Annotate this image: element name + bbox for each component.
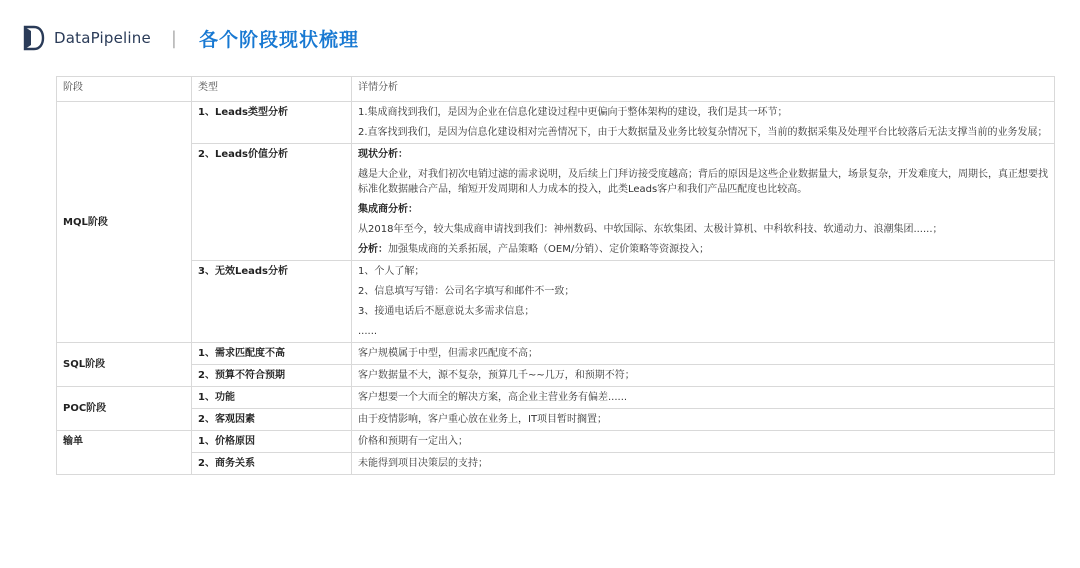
stage-sql: SQL阶段 [57, 343, 192, 387]
datapipeline-logo-icon [22, 25, 46, 51]
detail-cell [352, 102, 1055, 144]
detail-line: ...... [358, 326, 378, 337]
table-row [57, 409, 1055, 431]
table-row [57, 261, 1055, 343]
type-cell: 2、商务关系 [192, 453, 352, 475]
column-header-type: 类型 [192, 77, 352, 102]
detail-line: 从2018年至今，较大集成商申请找到我们：神州数码、中软国际、东软集团、太极计算机、中科软科技、软通动力、浪潮集团......； [358, 224, 943, 235]
table-row [57, 144, 1055, 261]
status-table [56, 76, 1055, 475]
detail-line: 2.直客找到我们，是因为信息化建设相对完善情况下，由于大数据量及业务比较复杂情况下，当前的数据采集及处理平台比较落后无法支撑当前的业务发展； [358, 127, 1048, 138]
stage-empty-cell [57, 453, 192, 475]
detail-cell: 未能得到项目决策层的支持； [352, 453, 1055, 475]
detail-line: 2、信息填写写错：公司名字填写和邮件不一致； [358, 286, 575, 297]
detail-heading: 分析： [358, 244, 388, 255]
column-header-detail: 详情分析 [352, 77, 1055, 102]
detail-text: 加强集成商的关系拓展，产品策略（OEM/分销）、定价策略等资源投入； [388, 244, 710, 255]
table-row [57, 102, 1055, 144]
table-row [57, 343, 1055, 365]
page-title: 各个阶段现状梳理 [199, 28, 360, 51]
detail-line: 越是大企业，对我们初次电销过滤的需求说明，及后续上门拜访接受度越高；背后的原因是这些企业数据量大，场景复杂，开发难度大，周期长，真正想要找标准化数据融合产品，缩短开发周期和人力成本的投入，此类Leads客户和我们产品匹配度也比较高。 [358, 169, 1048, 195]
type-cell: 3、无效Leads分析 [192, 261, 352, 343]
detail-line: 1、个人了解； [358, 266, 425, 277]
detail-cell [352, 144, 1055, 261]
detail-line: 3、接通电话后不愿意说太多需求信息； [358, 306, 535, 317]
table-row [57, 453, 1055, 475]
detail-cell: 客户想要一个大而全的解决方案，高企业主营业务有偏差...... [352, 387, 1055, 409]
header-divider: | [170, 27, 177, 49]
table-row [57, 365, 1055, 387]
detail-cell: 客户数据量不大，源不复杂，预算几千~~几万，和预期不符； [352, 365, 1055, 387]
table-row [57, 387, 1055, 409]
type-cell: 1、价格原因 [192, 431, 352, 453]
detail-line [358, 242, 1048, 257]
type-cell: 1、需求匹配度不高 [192, 343, 352, 365]
type-cell: 1、Leads类型分析 [192, 102, 352, 144]
detail-cell: 由于疫情影响，客户重心放在业务上，IT项目暂时搁置； [352, 409, 1055, 431]
detail-cell [352, 261, 1055, 343]
detail-heading: 现状分析： [358, 149, 408, 160]
stage-mql: MQL阶段 [57, 102, 192, 343]
brand-name: DataPipeline [54, 29, 151, 47]
type-cell: 2、Leads价值分析 [192, 144, 352, 261]
header [22, 20, 359, 56]
column-header-stage: 阶段 [57, 77, 192, 102]
stage-poc: POC阶段 [57, 387, 192, 431]
detail-heading: 集成商分析： [358, 204, 418, 215]
detail-cell: 价格和预期有一定出入； [352, 431, 1055, 453]
table-row [57, 431, 1055, 453]
type-cell: 2、预算不符合预期 [192, 365, 352, 387]
type-cell: 1、功能 [192, 387, 352, 409]
detail-cell: 客户规模属于中型，但需求匹配度不高； [352, 343, 1055, 365]
stage-loss: 输单 [57, 431, 192, 453]
detail-line: 1.集成商找到我们，是因为企业在信息化建设过程中更偏向于整体架构的建设，我们是其一环节； [358, 107, 788, 118]
table-header-row [57, 77, 1055, 102]
type-cell: 2、客观因素 [192, 409, 352, 431]
